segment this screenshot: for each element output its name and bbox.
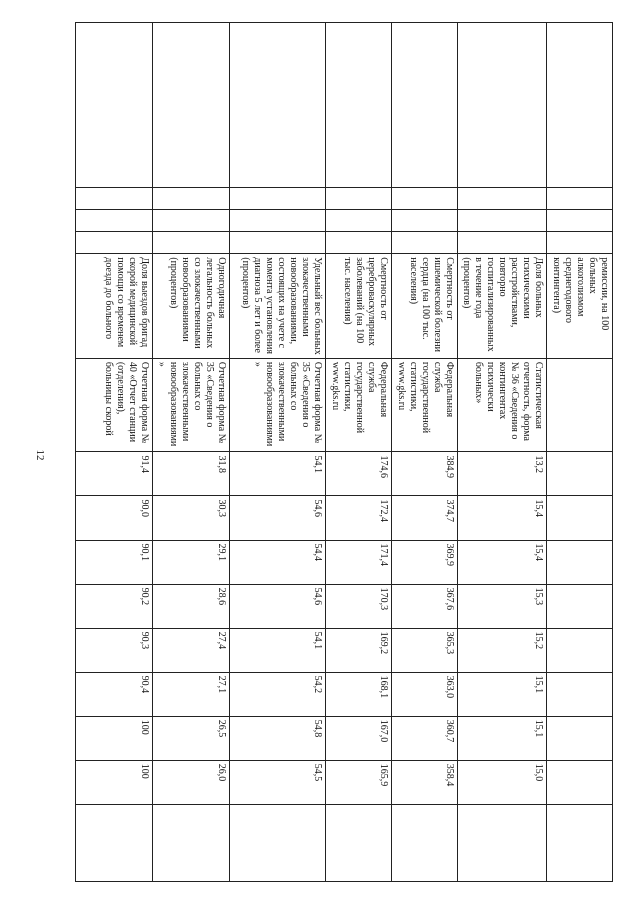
value-cell: 170,3 <box>326 584 392 628</box>
empty-cell <box>326 188 392 210</box>
indicators-table <box>75 22 613 882</box>
indicator-cell: Доля выездов бригад скорой медицинской помощи со временем доезда до больного <box>76 254 153 359</box>
source-cell <box>547 358 613 452</box>
value-cell: 90,2 <box>76 584 153 628</box>
value-cell: 54,1 <box>230 452 326 496</box>
empty-cell <box>230 188 326 210</box>
value-cell: 26,0 <box>152 760 230 804</box>
value-cell: 165,9 <box>326 760 392 804</box>
value-cell: 384,9 <box>391 452 457 496</box>
source-cell: Отчетная форма № 40 «Отчет станции (отделения), больницы скорой <box>76 358 153 452</box>
value-cell: 365,3 <box>391 628 457 672</box>
value-cell: 15,4 <box>457 540 547 584</box>
value-cell: 28,6 <box>152 584 230 628</box>
value-cell: 26,5 <box>152 716 230 760</box>
indicator-cell: Смертность от ишемической болезни сердца (на 100 тыс. населения) <box>391 254 457 359</box>
empty-cell <box>76 210 153 232</box>
value-cell: 358,4 <box>391 760 457 804</box>
value-cell: 54,5 <box>230 760 326 804</box>
rotated-table-container <box>75 22 613 882</box>
empty-cell <box>391 232 457 254</box>
empty-cell <box>457 188 547 210</box>
value-cell: 13,2 <box>457 452 547 496</box>
source-cell: Отчетная форма № 35 «Сведения о больных со злокачественными новообразованиями» <box>152 358 230 452</box>
value-cell: 54,6 <box>230 584 326 628</box>
table-row <box>326 23 392 882</box>
value-cell: 174,6 <box>326 452 392 496</box>
empty-cell <box>152 23 230 188</box>
table-row <box>230 23 326 882</box>
empty-cell <box>457 232 547 254</box>
value-cell <box>547 540 613 584</box>
value-cell <box>547 496 613 540</box>
indicator-cell: Смертность от цереброваскулярных заболеваний (на 100 тыс. населения) <box>326 254 392 359</box>
value-cell: 15,4 <box>457 496 547 540</box>
empty-cell <box>391 23 457 188</box>
value-cell <box>547 452 613 496</box>
empty-cell <box>391 210 457 232</box>
empty-cell <box>230 23 326 188</box>
value-cell: 169,2 <box>326 628 392 672</box>
empty-cell <box>230 210 326 232</box>
table-row <box>457 23 547 882</box>
value-cell: 29,1 <box>152 540 230 584</box>
indicator-cell: Доля больных психическими расстройствами, повторно госпитализированных в течение года (процентов) <box>457 254 547 359</box>
value-cell: 363,0 <box>391 672 457 716</box>
empty-cell <box>230 232 326 254</box>
empty-cell <box>457 804 547 881</box>
value-cell: 172,4 <box>326 496 392 540</box>
value-cell <box>547 628 613 672</box>
value-cell: 90,1 <box>76 540 153 584</box>
value-cell: 167,0 <box>326 716 392 760</box>
value-cell: 30,3 <box>152 496 230 540</box>
value-cell: 360,7 <box>391 716 457 760</box>
value-cell: 369,9 <box>391 540 457 584</box>
value-cell: 367,6 <box>391 584 457 628</box>
source-cell: Статистическая отчетность, форма № 36 «Сведения о контингентах психически больных» <box>457 358 547 452</box>
value-cell: 171,4 <box>326 540 392 584</box>
source-cell: Отчетная форма № 35 «Сведения о больных со злокачественными новообразованиями» <box>230 358 326 452</box>
value-cell: 374,7 <box>391 496 457 540</box>
value-cell: 100 <box>76 760 153 804</box>
empty-cell <box>457 23 547 188</box>
empty-cell <box>391 804 457 881</box>
indicator-cell: ремиссии, на 100 больных алкоголизмом среднегодового контингента) <box>547 254 613 359</box>
source-cell: Федеральная служба государственной статистики, www.gks.ru <box>391 358 457 452</box>
empty-cell <box>76 804 153 881</box>
empty-cell <box>76 232 153 254</box>
value-cell: 54,2 <box>230 672 326 716</box>
table-row <box>76 23 153 882</box>
empty-cell <box>326 210 392 232</box>
empty-cell <box>326 23 392 188</box>
empty-cell <box>326 804 392 881</box>
value-cell <box>547 716 613 760</box>
table-row <box>152 23 230 882</box>
page-number: 12 <box>34 449 46 461</box>
value-cell: 15,0 <box>457 760 547 804</box>
value-cell: 31,8 <box>152 452 230 496</box>
empty-cell <box>76 23 153 188</box>
empty-cell <box>547 210 613 232</box>
empty-cell <box>152 804 230 881</box>
value-cell: 15,1 <box>457 716 547 760</box>
indicator-cell: Удельный вес больных злокачественными новообразованиями, состоящих на учете с момента установления диагноза 5 лет и более (процентов) <box>230 254 326 359</box>
value-cell <box>547 672 613 716</box>
value-cell: 27,4 <box>152 628 230 672</box>
value-cell: 15,3 <box>457 584 547 628</box>
value-cell <box>547 760 613 804</box>
empty-cell <box>76 188 153 210</box>
empty-cell <box>152 210 230 232</box>
value-cell: 54,8 <box>230 716 326 760</box>
value-cell: 15,2 <box>457 628 547 672</box>
empty-cell <box>547 23 613 188</box>
source-cell: Федеральная служба государственной статистики, www.gks.ru <box>326 358 392 452</box>
value-cell: 90,4 <box>76 672 153 716</box>
value-cell: 90,3 <box>76 628 153 672</box>
value-cell: 27,1 <box>152 672 230 716</box>
empty-cell <box>391 188 457 210</box>
indicator-cell: Одногодичная летальность больных со злокачественными новообразованиями (процентов) <box>152 254 230 359</box>
value-cell: 54,6 <box>230 496 326 540</box>
table-row <box>391 23 457 882</box>
empty-cell <box>547 232 613 254</box>
value-cell <box>547 584 613 628</box>
value-cell: 91,4 <box>76 452 153 496</box>
empty-cell <box>457 210 547 232</box>
value-cell: 168,1 <box>326 672 392 716</box>
value-cell: 90,0 <box>76 496 153 540</box>
empty-cell <box>326 232 392 254</box>
empty-cell <box>152 232 230 254</box>
table-row <box>547 23 613 882</box>
value-cell: 54,1 <box>230 628 326 672</box>
empty-cell <box>547 804 613 881</box>
value-cell: 15,1 <box>457 672 547 716</box>
empty-cell <box>230 804 326 881</box>
value-cell: 54,4 <box>230 540 326 584</box>
empty-cell <box>547 188 613 210</box>
empty-cell <box>152 188 230 210</box>
value-cell: 100 <box>76 716 153 760</box>
